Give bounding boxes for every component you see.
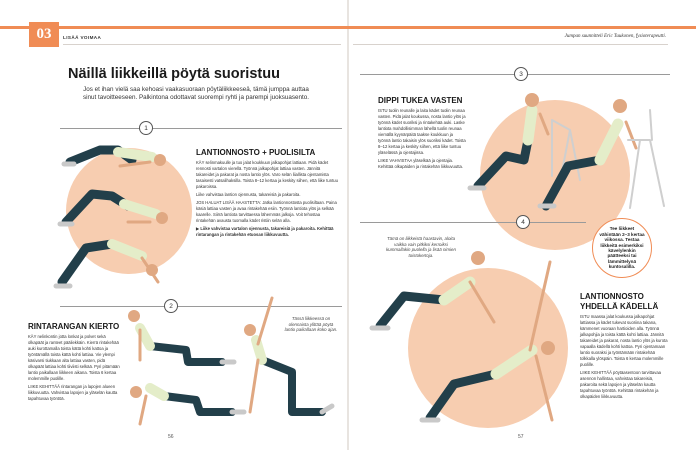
exercise-1-number: 1 [139, 121, 153, 135]
exercise-4-text-1: ISTU maassa jalat koukussa jalkapohjat lattiassa ja kädet tukevat suoriina takana, kämmenet vuoraan hartioiden alla. Työnnä jalkapohjia ja toista kättä kohti lattiaa. Jännitä takareidet ja pakarat, nosta lantio ylös ja kurota vapaalla kädellä kohti kattoa. Pyri ojentamaan lantio suoraksi ja työntämään rintakehää tolkkalla ylöspäin. Toista 6 kertaa molemmille puolille. [580, 314, 668, 367]
exercise-2-number: 2 [164, 299, 178, 313]
figure-rotation-1 [128, 310, 234, 362]
exercise-1-text-3: JOS HALUAT LISÄÄ HAASTETTA: Jatka lantionnostosta puolisiltaan. Paina käsiä lattiaa vasten ja avaa rintakehää esiin. Työnnä lantiota ylös ja selkää kaarelle. Siirrä lantiota tarvittaessa lähemmäs jalkoja. Voit tehostaa rintakehän avausta tuomalla kädet ristiin selän alla. [196, 200, 337, 223]
exercise-3-number: 3 [514, 67, 528, 81]
exercise-1-text-4: ▶ Liike vahvistaa vartalon ojennusta, takareisiä ja pakaroita. Kehittää rintarangan ja rintakehän etuosan liikkuvuutta. [196, 226, 334, 237]
exercise-3-text-1: ISTU tuolin reunalle ja laita kädet tuolin reunaa vasten. Pidä jalat koukussa, nosta lantio ylös ja työnnä kädet suoriksi ja rintakehää auki. Laske lantiota mahdollisimman lähellä tuolin reunaa viemällä kyynärpäitä taakse koukkuun ja työnnä lantio takaisin ylös suoriksi kädet. Toista 8–12 kertaa ja keskity siihen, että liike tuntuu yläselässä ja ojentajissa. [378, 108, 466, 155]
exercise-2-text-2: LIIKE KEHITTÄÄ rintarangan ja lapojen alueen liikkuvuutta. Vahvistaa lapojen ja yläselän kautta tapahtuvaa työntöä. [28, 384, 118, 401]
intro-lede: Jos et ihan vielä saa kehoasi vaakasuoraan pöytäliikkeeseä, tämä jumppa auttaa sinut tavoitteeseen. Palkintona odottavat suorempi ryhti ja parempi juoksuasento. [82, 86, 310, 101]
figure-bridge-1 [64, 150, 166, 166]
figure-bridge-2 [60, 194, 168, 224]
exercise-4-body [580, 314, 670, 402]
figure-rotation-2 [130, 386, 244, 424]
exercise-4-title: LANTIONNOSTO YHDELLÄ KÄDELLÄ [580, 292, 659, 311]
exercise-1-title: LANTIONNOSTO + PUOLISILTA [196, 148, 316, 157]
figure-bridge-one-arm-2 [422, 262, 555, 420]
section-number-badge: 03 [29, 22, 59, 47]
exercise-2-body [28, 334, 120, 404]
exercise-3-title: DIPPI TUKEA VASTEN [378, 96, 463, 105]
exercise-3-text-2: LIIKE VAHVISTAA yläselkää ja ojentajia. Kehittää olkapäiden ja rintakehän liikkuvuutta. [378, 158, 463, 169]
exercise-2-title: RINTARANGAN KIERTO [28, 322, 120, 331]
tip-text: Tee liikkeet vähintään 2–3 kertaa viikossa. Testaa liikkeitä esimerkiksi kävelylenkin päätteeksi tai lämmittelynä kuntosalilla. [599, 226, 645, 270]
tip-bubble [592, 218, 652, 278]
exercise-2-text-1: KÄY nelinkontin jotta lonkat ja polvet sekä olkapäät ja ranteet pääliekkäin. Kierrä rintakehää auki kurottamalla toista kättä kohti kattoa ja työntämällä toista kättä kohti lattiaa. Vie ylempi käsivarsi tiukkaan alta lattiaa vasten, pidä olkapäät lattiaa kohti tiiviisti selkää. Pyri pitämään lantio paikallaan liikkeen aikana. Toista 6 kertaa molemmille puolille. [28, 334, 120, 381]
exercise-1-text-2: Liike vahvistaa lantion ojennusta, takareisiä ja pakaroita. [196, 192, 301, 197]
page-title: Näillä liikkeillä pöytä suoristuu [68, 66, 280, 82]
exercise-4-number: 4 [516, 215, 530, 229]
exercise-3-body [378, 108, 466, 172]
figure-wheel [56, 244, 158, 286]
exercise-1-text-1: KÄY selinmakuulle ja tuo jalat koukkuun jalkapohjat lattiaan. Pidä kädet rennosti vartalon vierellä. Työnnä jalkapohjat lattiaa vasten. Jännitä takareidet ja pakarat ja nosta lantio ylös. Varo selän liiallista ojentamista tasaisesti vatsalihaksilla. Toista 8–12 kertaa ja keskity siihen, että liike tuntuu pakaroissa. [196, 160, 338, 189]
page-number-left: 56 [168, 434, 174, 440]
figure-bridge-one-arm-1 [372, 251, 494, 328]
exercise-2-caption: Tässä liikkeessä on olennaista ylittää pöytä lantio paikallaan koko ajan. [284, 316, 338, 333]
author-credit: Jumpan suunnitteli Eric Tuukonen, fysioterapeutti. [564, 34, 666, 39]
page-number-right: 57 [518, 434, 524, 440]
figure-dip-2 [540, 99, 664, 208]
exercise-4-text-2: LIIKE KEHITTÄÄ pöytäasentoon tarvittavaa asennon hallintaa, vahvistaa takareisiä, pakaroita sekä lapojen ja yläselän kautta tapahtuvaa työntöä. Kehittää rintakehän ja olkapäiden liikkuvuutta. [580, 370, 661, 399]
exercise-1-body [196, 160, 338, 240]
running-title: LISÄÄ VOIMAA [63, 35, 102, 40]
exercise-4-caption: Tämä on liikkeistä haastavin, aloita vaikka vain pitkiksi kerroiksi kummallakin puolella ja lisää nimien toistokertoja. [386, 236, 456, 258]
